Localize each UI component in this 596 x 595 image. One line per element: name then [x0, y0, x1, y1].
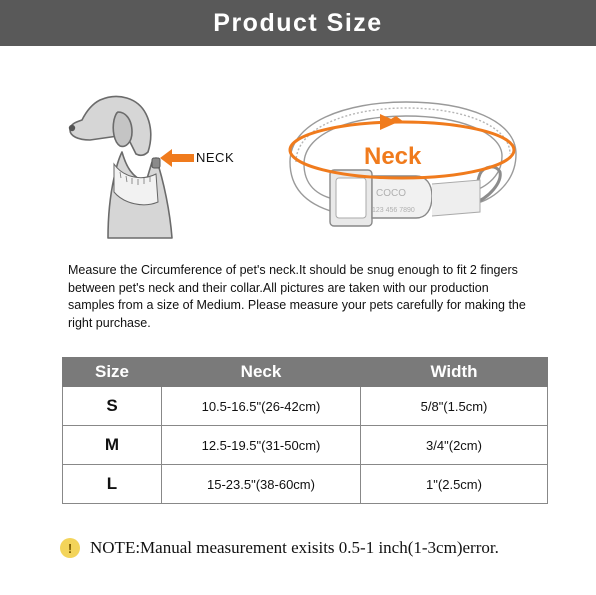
page-title: Product Size [213, 8, 383, 37]
exclamation-icon: ! [60, 538, 80, 558]
measurement-instructions: Measure the Circumference of pet's neck.It should be snug enough to fit 2 fingers between pet's neck and their collar.All pictures are taken with our production samples from a size of Medium. Please measure your pets carefully for making the right purchase. [68, 263, 526, 330]
header-banner [0, 0, 596, 46]
neck-cell: 12.5-19.5"(31-50cm) [162, 426, 361, 465]
neck-cell: 15-23.5"(38-60cm) [162, 465, 361, 504]
column-header-neck: Neck [162, 358, 361, 387]
neck-pointer-arrow-icon [160, 149, 194, 167]
size-cell: S [63, 387, 162, 426]
column-header-size: Size [63, 358, 162, 387]
table-row [63, 387, 548, 426]
measurement-note [60, 538, 499, 558]
size-chart-table [62, 357, 548, 504]
size-cell: M [63, 426, 162, 465]
dog-neck-illustration [60, 92, 190, 242]
collar-illustration [276, 92, 530, 242]
column-header-width: Width [361, 358, 548, 387]
table-row [63, 465, 548, 504]
collar-tag-brand: COCO [376, 188, 406, 199]
collar-tag-number: 123 456 7890 [372, 207, 415, 214]
width-cell: 3/4"(2cm) [361, 426, 548, 465]
size-cell: L [63, 465, 162, 504]
neck-pointer-label: NECK [196, 150, 235, 165]
size-chart-header-row [63, 358, 548, 387]
neck-cell: 10.5-16.5"(26-42cm) [162, 387, 361, 426]
width-cell: 1"(2.5cm) [361, 465, 548, 504]
collar-neck-label: Neck [364, 143, 422, 170]
width-cell: 5/8"(1.5cm) [361, 387, 548, 426]
note-text: NOTE:Manual measurement exisits 0.5-1 inch(1-3cm)error. [90, 538, 499, 557]
table-row [63, 426, 548, 465]
